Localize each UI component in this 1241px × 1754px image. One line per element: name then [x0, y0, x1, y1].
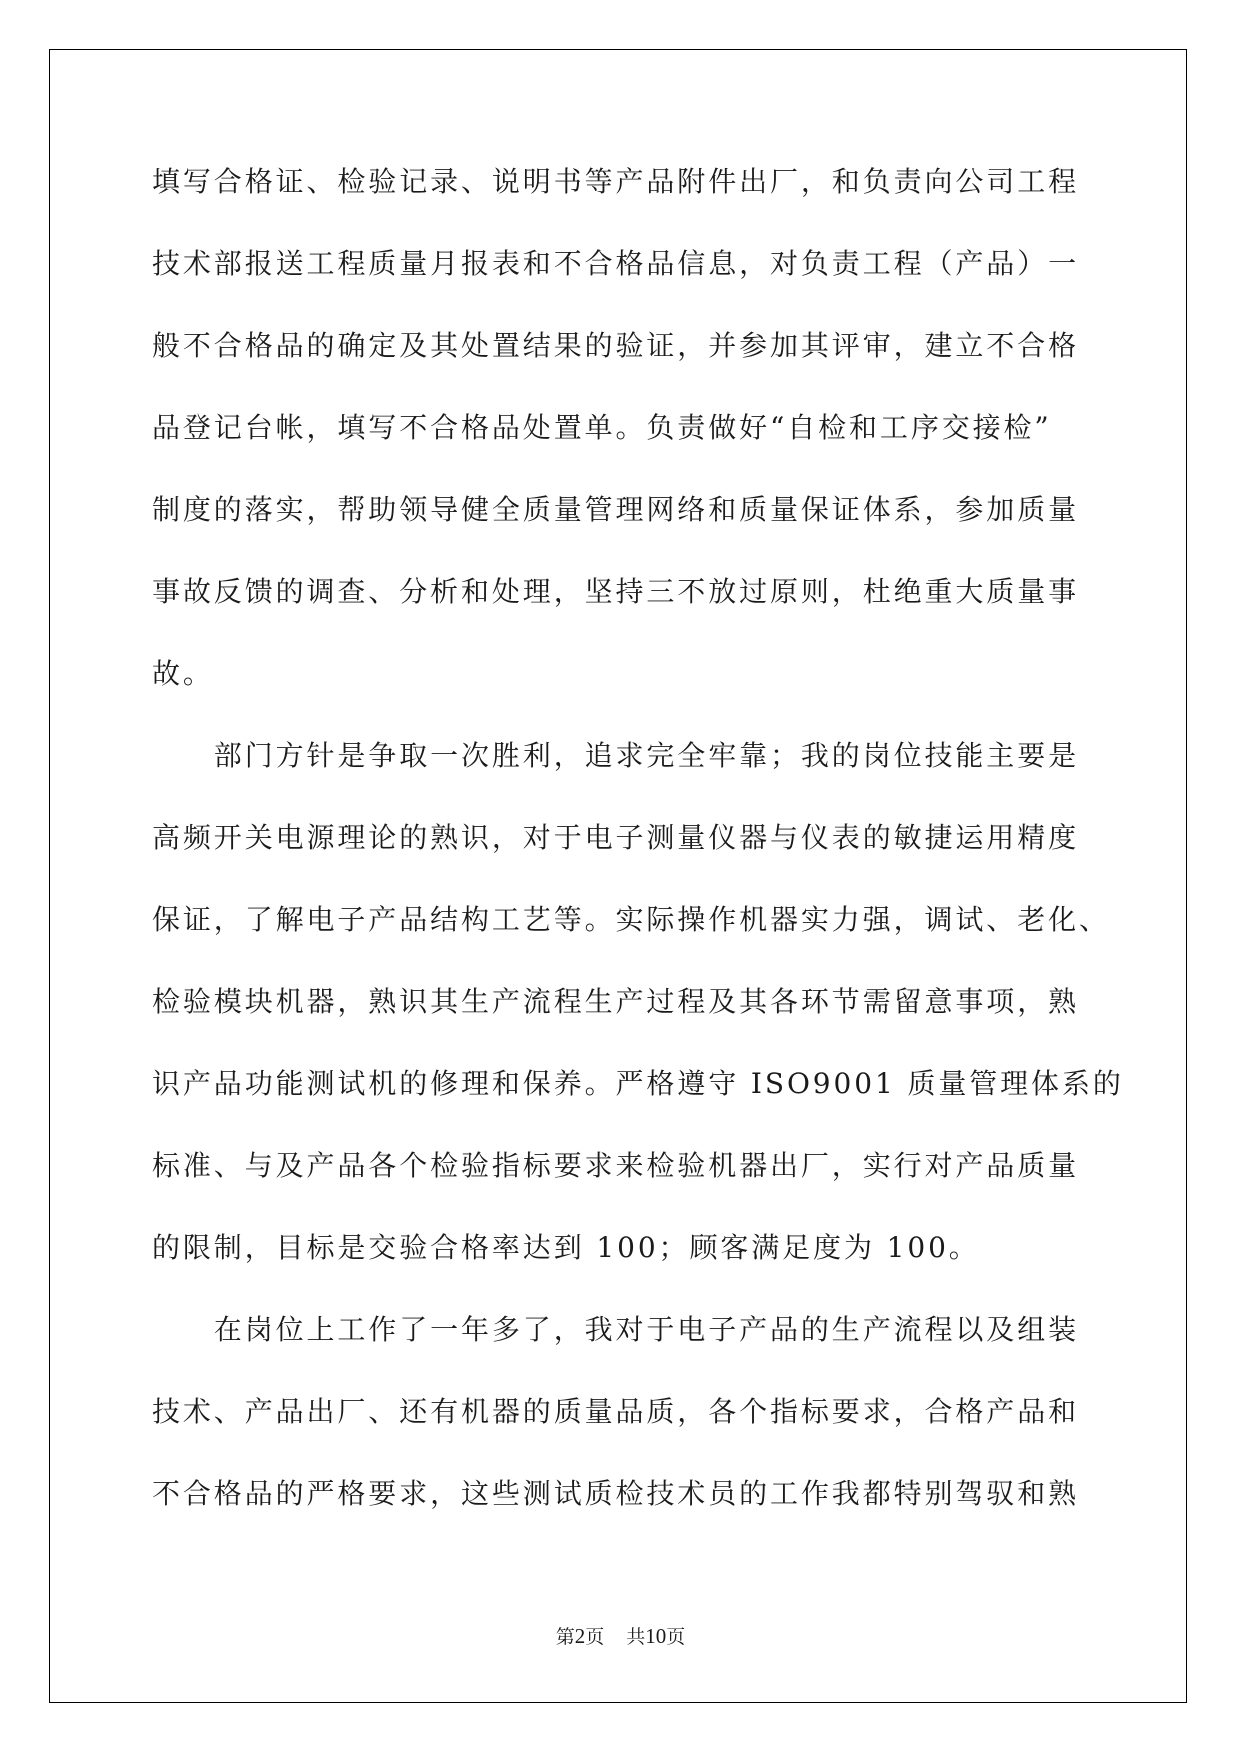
text-line-2: 技术部报送工程质量月报表和不合格品信息，对负责工程（产品）一	[152, 247, 1080, 280]
text-line-14: 的限制，目标是交验合格率达到 100；顾客满足度为 100。	[152, 1231, 980, 1264]
text-line-7: 故。	[152, 657, 214, 690]
text-line-6: 事故反馈的调查、分析和处理，坚持三不放过原则，杜绝重大质量事	[152, 575, 1080, 608]
text-line-13: 标准、与及产品各个检验指标要求来检验机器出厂，实行对产品质量	[152, 1149, 1080, 1182]
page-footer	[0, 1624, 1241, 1649]
page-number: 2	[574, 1624, 586, 1648]
text-line-4: 品登记台帐，填写不合格品处置单。负责做好“自检和工序交接检”	[152, 411, 1052, 444]
text-line-12: 识产品功能测试机的修理和保养。严格遵守 ISO9001 质量管理体系的	[152, 1067, 1124, 1100]
document-body	[152, 162, 1124, 1556]
total-prefix: 共	[626, 1626, 646, 1648]
text-line-3: 般不合格品的确定及其处置结果的验证，并参加其评审，建立不合格	[152, 329, 1080, 362]
text-line-16: 技术、产品出厂、还有机器的质量品质，各个指标要求，合格产品和	[152, 1395, 1080, 1428]
total-pages: 10	[645, 1624, 667, 1648]
text-line-15: 在岗位上工作了一年多了，我对于电子产品的生产流程以及组装	[152, 1313, 1080, 1346]
text-line-17: 不合格品的严格要求，这些测试质检技术员的工作我都特别驾驭和熟	[152, 1477, 1080, 1510]
text-line-10: 保证，了解电子产品结构工艺等。实际操作机器实力强，调试、老化、	[152, 903, 1110, 936]
text-line-8: 部门方针是争取一次胜利，追求完全牢靠；我的岗位技能主要是	[152, 739, 1080, 772]
page-suffix: 页	[585, 1626, 605, 1648]
total-suffix: 页	[666, 1626, 686, 1648]
text-line-9: 高频开关电源理论的熟识，对于电子测量仪器与仪表的敏捷运用精度	[152, 821, 1080, 854]
text-line-11: 检验模块机器，熟识其生产流程生产过程及其各环节需留意事项，熟	[152, 985, 1080, 1018]
text-line-5: 制度的落实，帮助领导健全质量管理网络和质量保证体系，参加质量	[152, 493, 1080, 526]
text-line-1: 填写合格证、检验记录、说明书等产品附件出厂，和负责向公司工程	[152, 165, 1080, 198]
page-prefix: 第	[555, 1626, 575, 1648]
